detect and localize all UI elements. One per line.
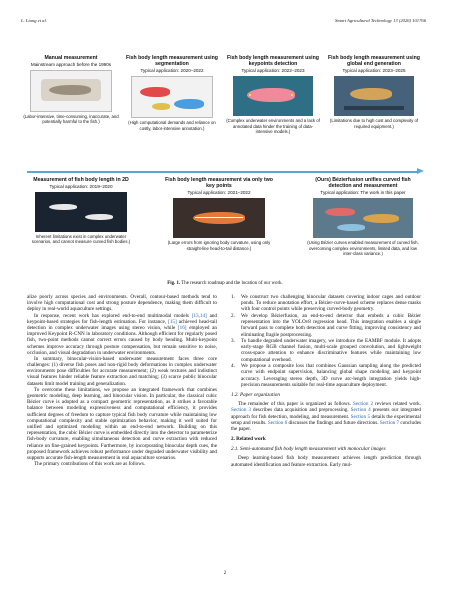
stage-title: (Ours) Bézierfusion unifies curved fish detection and measurement [315, 177, 411, 190]
bezierfusion-photo [313, 198, 413, 238]
citation-link[interactable]: [15] [168, 318, 177, 325]
stage-period: Typical application: 2020–2022 [140, 68, 204, 74]
stage-keypoints [225, 55, 321, 134]
stage-title: Fish body length measurement using keypoints detection [227, 55, 319, 68]
paragraph: The remainder of this paper is organized as follows. Section 2 reviews related work. Section 3 describes data acquisition and preprocessing. Section 4 presents our integrated approach for fish detection, modeling, and measurement. Section 5 details the experimental setup and results. Section 6 discusses the findings and future directions. Section 7 concludes the paper. [231, 401, 421, 432]
stage-2d [27, 177, 135, 245]
running-header-journal: Smart Agricultural Technology 13 (2026) 101766 [335, 18, 426, 23]
stage-note: (Limitations due to high cost and complexity of required equipment.) [329, 118, 419, 129]
caption-label: Fig. 1. [167, 281, 181, 286]
stage-title: Fish body length measurement using segmentation [126, 55, 218, 68]
list-item: 2. We develop Bézierfusion, an end-to-end detector that embeds a cubic Bézier representation into the YOLOv8 regression head. This integration enables a single forward pass to complete both detection and curve fitting, improving consistency and eliminating fragile postprocessing. [231, 312, 421, 338]
list-item: 4. We propose a composite loss that combines Gaussian sampling along the predicted curve with endpoint supervision, balancing global shape modeling and keypoint accuracy. Leveraging stereo depth, 3D curve arc-length integration yields high-precision measurements suitable for real-time aquaculture deployment. [231, 363, 421, 388]
paragraph: In response, recent work has explored end-to-end multimodal models [13,14] and keypoint-based strategies for fish-length estimation. For instance, [15] achieved head-tail detection in complex underwater images using stereo vision, while [16] employed an improved Keypoint R-CNN in laboratory conditions. Although efficient for regularly posed fish, two-point methods cannot correct errors caused by body bending. Multi-keypoint schemes improve accuracy through posture compensation, but remain sensitive to noise, occlusion, and visual degradation in underwater environments. [27, 312, 217, 356]
stage-segmentation [124, 55, 220, 131]
section-link[interactable]: Section 2 [352, 401, 374, 408]
subsection-title: 2.1. Semi-automated fish body length measurement with monocular images [231, 446, 386, 453]
stage-note: Inherent limitations exist in complex underwater scenarios, and cannot measure curved fish bodies.) [31, 234, 131, 245]
list-item: 1. We construct two challenging binocular datasets covering indoor cages and outdoor ponds. To reduce annotation effort, a Bézier-curve-based scheme replaces dense masks with four control points while preserving curved-body geometry. [231, 294, 421, 313]
figure-caption [0, 281, 450, 286]
section-title: 2. Related work [231, 436, 266, 443]
stage-global-end [326, 55, 422, 129]
segmentation-photo [131, 76, 213, 118]
citation-link[interactable]: [13,14] [191, 312, 207, 319]
paragraph: In summary, binocular-vision-based underwater measurement faces three core challenges: (1) diverse fish poses and non-rigid body deformations in complex underwater environments pose difficulties for accurate measurement; (2) weak textures and indistinct visual features hinder reliable feature extraction and matching; (3) scarce public binocular datasets limit model training and generalization. [27, 355, 217, 387]
stage-note: (Using Bézier curves enabled measurement of curved fish, overcoming complex environments, limited data, and low inter-class variance.) [307, 240, 419, 256]
stage-period: Typical application: 2023–2025 [342, 68, 406, 74]
list-item: 3. To handle degraded underwater imagery, we introduce the EAMBF module. It adopts early-stage RGB channel fusion, multi-scale grouped convolution, and lightweight cross-space attention to enhance discriminative features while maintaining low computational overhead. [231, 338, 421, 363]
stage-note: (High computational demands and reliance on costly, labor-intensive annotation.) [128, 120, 216, 131]
stage-period: Typical application: The work in this paper [320, 190, 406, 196]
section-link[interactable]: Section 3 [231, 407, 252, 414]
paragraph: To overcome these limitations, we propose an integrated framework that combines geometric modeling, deep learning, and binocular vision. In particular, the classical cubic Bézier curve is adopted as a compact geometric representation, as it strikes a favorable balance between modeling expressiveness and computational efficiency, it provides sufficient degrees of freedom to capture typical fish body curvature while maintaining low computational complexity and stable optimization behavior, making it well suited for unified and optimized modeling within an end-to-end network. Building on this representation, the cubic Bézier curve is embedded directly into the detector to parameterize fish-body curvature, enabling simultaneous detection and curve extraction with reduced reliance on fine-grained keypoints. Furthermore, by incorporating binocular depth cues, the proposed framework achieves robust performance under degraded underwater visibility and supports accurate fish-length measurement in real aquaculture scenarios. [27, 386, 217, 461]
section-link[interactable]: Section 4 [350, 407, 371, 414]
two-keypoints-photo [173, 198, 265, 238]
stage-title: Fish body length measurement via only two key points [165, 177, 273, 190]
stage-period: Typical application: 2021–2022 [187, 190, 251, 196]
stage-two-keypoints [165, 177, 273, 251]
stage-title: Fish body length measurement using global end generation [328, 55, 420, 68]
timeline-arrow [21, 169, 426, 174]
paragraph: alize poorly across species and environments. Overall, contour-based methods tend to involve high computational cost and strong posture dependence, making them difficult to deploy in real-world aquaculture settings. [27, 294, 217, 313]
right-column [231, 294, 421, 468]
contributions-list [231, 294, 421, 388]
keypoints-photo [233, 76, 313, 116]
stage-period: Typical application: 2019–2020 [49, 184, 113, 190]
stage-title: Measurement of fish body length in 2D [33, 177, 129, 183]
citation-link[interactable]: [16] [177, 324, 187, 331]
2d-measurement-photo [35, 192, 127, 232]
stage-title: Manual measurement [44, 55, 98, 61]
left-column [27, 294, 217, 467]
page-number: 2 [223, 571, 227, 576]
stage-note: (Large errors from ignoring body curvature, using only straight-line head-to-tail distance.) [167, 240, 271, 251]
stage-ours [304, 177, 422, 256]
roadmap-figure [21, 50, 426, 275]
section-link[interactable]: Section 6 [267, 419, 288, 426]
global-end-photo [334, 76, 414, 116]
stage-period: Typical application: 2022–2023 [241, 68, 305, 74]
stage-note: (Complex underwater environments and a lack of annotated data hinder the training of data-intensive models.) [226, 118, 320, 134]
paragraph: The primary contributions of this work are as follows. [34, 461, 146, 468]
paragraph: Deep learning-based fish body measurement achieves length prediction through automated identification and feature extraction. Early mul- [231, 455, 421, 468]
section-link[interactable]: Section 5 [350, 413, 371, 420]
stage-manual [23, 55, 119, 125]
manual-measurement-photo [30, 70, 112, 112]
subsection-title: 1.2. Paper organization [231, 391, 280, 398]
running-header-authors: L. Liang et al. [21, 18, 47, 23]
section-link[interactable]: Section 7 [379, 419, 400, 426]
stage-note: (Labor-intensive, time-consuming, inaccurate, and potentially harmful to the fish.) [23, 114, 119, 125]
stage-period: Mainstream approach before the 1990s [30, 62, 112, 68]
caption-text: The research roadmap and the location of our work. [181, 281, 283, 286]
